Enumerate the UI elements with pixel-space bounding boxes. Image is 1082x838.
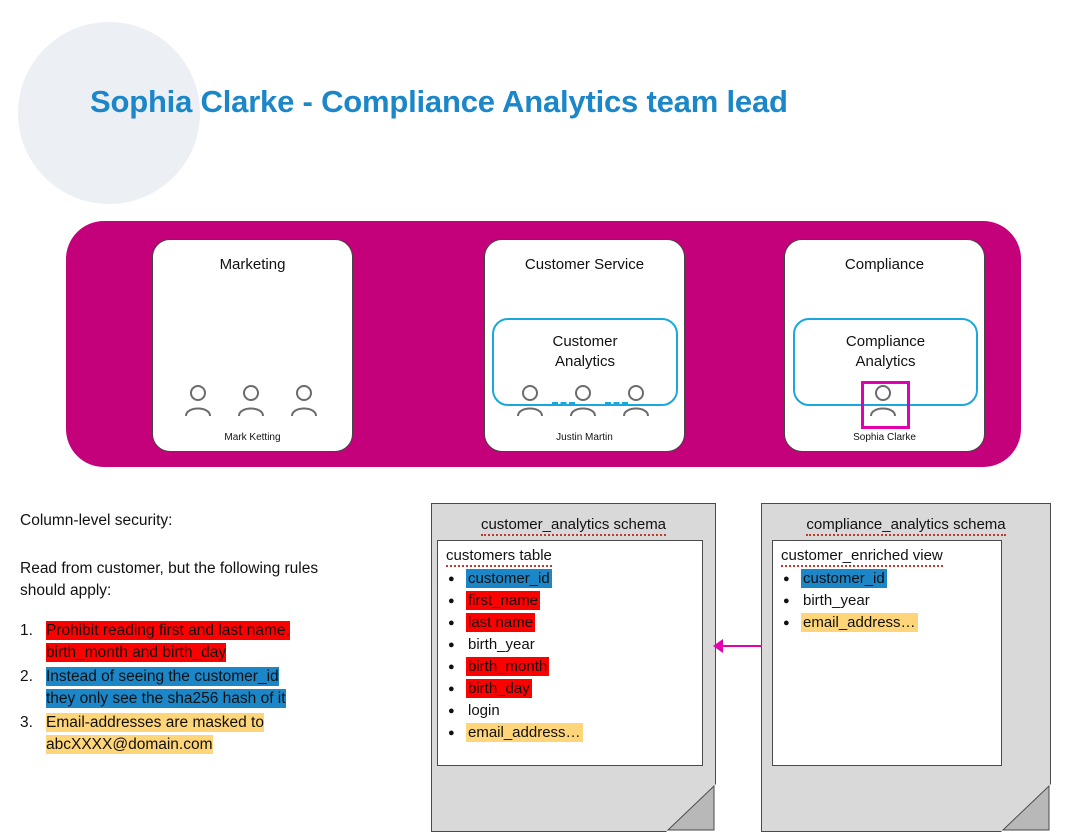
document-customer-analytics-schema[interactable] — [431, 503, 716, 832]
view-name-text: customer_enriched view — [781, 547, 943, 567]
rule-number: 3. — [20, 714, 33, 731]
column-name: customer_id — [468, 570, 550, 587]
column-name: email_address… — [468, 724, 581, 741]
column-item — [466, 590, 702, 612]
schema-title — [762, 516, 1050, 533]
column-name: customer_id — [803, 570, 885, 587]
column-name: email_address… — [803, 614, 916, 631]
column-name: birth_day — [468, 680, 530, 697]
column-item — [466, 656, 702, 678]
department-person-name: Justin Martin — [556, 432, 613, 443]
view-name — [781, 547, 1001, 564]
compliance-analytics-label-line1: Compliance — [845, 333, 926, 350]
column-item — [466, 612, 702, 634]
schema-title-text: customer_analytics schema — [481, 516, 666, 536]
column-name: birth_month — [468, 658, 548, 675]
column-name: first_name — [468, 592, 539, 609]
rule-number: 1. — [20, 622, 33, 639]
compliance-analytics-label — [795, 332, 976, 372]
department-person-name: Mark Ketting — [224, 432, 281, 443]
person-icon — [515, 384, 545, 418]
rule-text-line2: birth_month and birth_day — [46, 644, 227, 661]
column-list — [773, 568, 1001, 634]
read-rule-line2: should apply: — [20, 582, 112, 599]
data-flow-arrow-head — [713, 639, 723, 653]
column-item — [466, 722, 702, 744]
column-item — [466, 678, 702, 700]
rule-item — [20, 666, 420, 710]
column-name: birth_year — [468, 636, 535, 653]
person-icon — [183, 384, 213, 418]
read-rule-line1: Read from customer, but the following rules — [20, 560, 319, 577]
person-icon — [289, 384, 319, 418]
rule-number: 2. — [20, 668, 33, 685]
column-item — [801, 590, 1001, 612]
column-name: birth_year — [803, 592, 870, 609]
document-compliance-analytics-schema[interactable] — [761, 503, 1051, 832]
column-list — [438, 568, 702, 744]
department-person-name: Sophia Clarke — [853, 432, 916, 443]
column-name: last name — [468, 614, 534, 631]
column-security-label: Column-level security: — [20, 512, 173, 529]
column-item — [466, 634, 702, 656]
customer-analytics-label-line1: Customer — [552, 333, 618, 350]
department-name: Customer Service — [524, 256, 645, 273]
page-fold-icon — [1001, 784, 1051, 832]
column-item — [801, 568, 1001, 590]
department-name: Compliance — [844, 256, 925, 273]
read-rule-text — [20, 558, 420, 602]
rule-text-line2: they only see the sha256 hash of it — [46, 690, 286, 707]
column-item — [466, 700, 702, 722]
view-panel — [772, 540, 1002, 766]
person-icon — [568, 384, 598, 418]
rule-text-line1: Instead of seeing the customer_id — [46, 668, 279, 685]
selected-person-highlight — [861, 381, 910, 429]
department-name: Marketing — [219, 256, 286, 273]
customer-analytics-label-line2: Analytics — [554, 353, 616, 370]
person-icon — [236, 384, 266, 418]
customer-analytics-label — [494, 332, 676, 372]
rule-item — [20, 620, 420, 664]
compliance-analytics-label-line2: Analytics — [855, 353, 916, 370]
schema-title — [432, 516, 715, 533]
rule-text-line1: Email-addresses are masked to — [46, 714, 264, 731]
table-panel — [437, 540, 703, 766]
rule-item — [20, 712, 420, 756]
department-card-marketing[interactable] — [152, 239, 353, 452]
page-fold-icon — [666, 784, 716, 832]
rules-list — [20, 620, 420, 758]
column-item — [801, 612, 1001, 634]
column-item — [466, 568, 702, 590]
column-name: login — [468, 702, 500, 719]
table-name-text: customers table — [446, 547, 552, 567]
schema-title-text: compliance_analytics schema — [806, 516, 1005, 536]
person-icon — [621, 384, 651, 418]
rule-text-line1: Prohibit reading first and last name, — [46, 622, 290, 639]
rule-text-line2: abcXXXX@domain.com — [46, 736, 213, 753]
table-name — [446, 547, 702, 564]
page-title: Sophia Clarke - Compliance Analytics team lead — [90, 84, 788, 119]
data-flow-arrow-line — [720, 645, 762, 647]
